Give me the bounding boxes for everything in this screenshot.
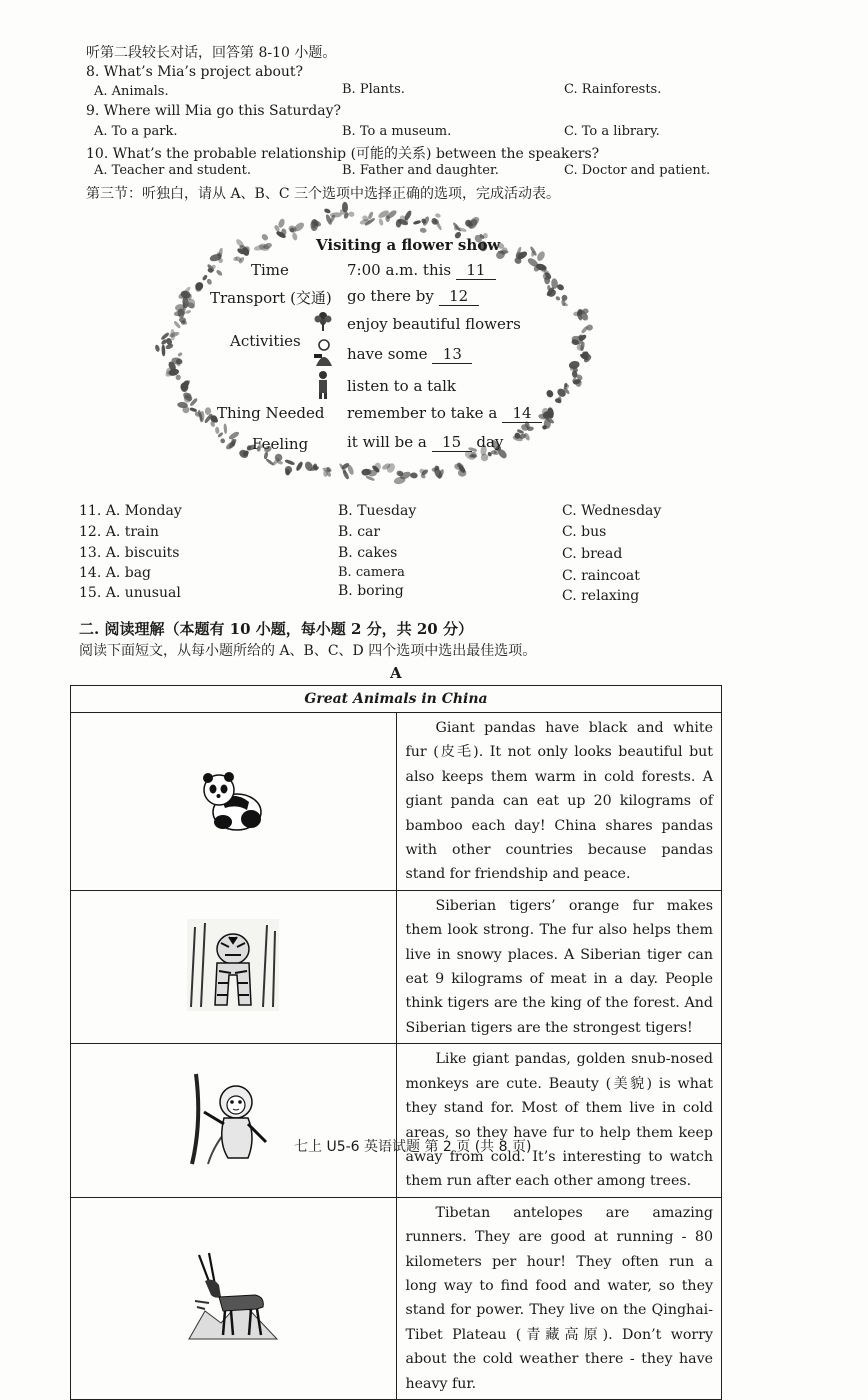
q10-option-a: A. Teacher and student.	[94, 163, 252, 178]
frame-blob	[527, 427, 533, 431]
q12-option-b: B. car	[338, 524, 381, 540]
frame-blob	[536, 251, 546, 262]
form-thing-text: remember to take a	[347, 404, 498, 422]
form-activities-label: Activities	[230, 332, 301, 350]
q15-option-b: B. boring	[338, 583, 404, 599]
form-activity-2-text: have some	[347, 345, 428, 363]
frame-blob	[556, 296, 561, 301]
frame-blob	[171, 330, 175, 340]
frame-blob	[312, 221, 316, 228]
q14-option-c: C. raincoat	[562, 568, 640, 584]
panda-text: Giant pandas have black and white fur (皮毛). It not only looks beautiful but also keeps them warm in cold forests. A giant panda can eat up 20 kilograms of bamboo each day! China shares pandas with other countries because pandas stand for friendship and peace.	[396, 713, 722, 891]
q9-option-a: A. To a park.	[94, 124, 178, 139]
frame-blob	[581, 326, 588, 333]
form-feeling-label: Feeling	[252, 435, 309, 453]
q9-option-b: B. To a museum.	[342, 124, 452, 139]
frame-blob	[205, 408, 211, 415]
frame-blob	[544, 277, 549, 284]
q11-option-b: B. Tuesday	[338, 503, 417, 519]
frame-blob	[368, 212, 373, 220]
frame-blob	[562, 295, 567, 301]
form-time-text: 7:00 a.m. this	[347, 261, 452, 279]
frame-blob	[410, 473, 417, 478]
q15-option-a: 15. A. unusual	[79, 585, 181, 601]
frame-blob	[531, 251, 534, 256]
q8-option-a: A. Animals.	[94, 84, 169, 99]
q8-option-c: C. Rainforests.	[564, 82, 662, 97]
form-feeling-tail: day	[476, 433, 504, 451]
form-feeling-value	[347, 433, 503, 452]
q13-option-a: 13. A. biscuits	[79, 545, 180, 561]
blank-15: 15	[432, 433, 472, 452]
q9-option-c: C. To a library.	[564, 124, 660, 139]
frame-blob	[396, 219, 401, 227]
monkey-picture-cell	[71, 1044, 397, 1197]
q11-option-c: C. Wednesday	[562, 503, 662, 519]
frame-blob	[293, 222, 304, 233]
frame-blob	[275, 454, 283, 461]
frame-blob	[420, 228, 426, 233]
frame-blob	[178, 352, 182, 356]
form-title: Visiting a flower show	[316, 236, 501, 254]
frame-blob	[404, 210, 412, 221]
form-thing-label: Thing Needed	[217, 404, 325, 422]
form-transport-text: go there by	[347, 287, 434, 305]
panda-picture-cell	[71, 713, 397, 891]
flower-icon	[312, 308, 334, 332]
frame-blob	[207, 279, 212, 285]
frame-blob	[324, 208, 330, 213]
frame-blob	[524, 433, 530, 441]
q14-option-a: 14. A. bag	[79, 565, 151, 581]
frame-blob	[202, 275, 207, 281]
frame-blob	[232, 439, 235, 446]
frame-blob	[548, 392, 553, 396]
passage-letter: A	[390, 664, 402, 682]
frame-blob	[286, 470, 290, 475]
part3-instruction: 第三节：听独白，请从 A、B、C 三个选项中选择正确的选项，完成活动表。	[86, 186, 561, 202]
q12-option-c: C. bus	[562, 524, 607, 540]
reading-instruction: 阅读下面短文，从每小题所给的 A、B、C、D 四个选项中选出最佳选项。	[79, 643, 537, 659]
panda-icon	[197, 764, 269, 834]
form-activity-2	[347, 345, 472, 364]
blank-11: 11	[456, 261, 496, 280]
frame-blob	[349, 212, 355, 217]
frame-blob	[375, 463, 381, 470]
form-time-label: Time	[251, 261, 289, 279]
part2-instruction: 听第二段较长对话，回答第 8-10 小题。	[86, 45, 337, 61]
tiger-icon	[185, 917, 281, 1013]
frame-blob	[342, 470, 349, 479]
frame-blob	[264, 452, 268, 459]
form-transport-value	[347, 287, 479, 306]
blank-14: 14	[502, 404, 542, 423]
blank-12: 12	[439, 287, 479, 306]
frame-blob	[190, 408, 197, 412]
frame-blob	[296, 461, 304, 471]
frame-blob	[212, 265, 215, 268]
q12-option-a: 12. A. train	[79, 524, 159, 540]
table-row	[71, 890, 722, 1043]
frame-blob	[155, 345, 160, 352]
frame-blob	[366, 476, 375, 481]
q10-stem: 10. What’s the probable relationship (可能的关系) between the speakers?	[86, 146, 600, 162]
frame-blob	[183, 406, 190, 413]
q10-option-c: C. Doctor and patient.	[564, 163, 711, 178]
antelope-text: Tibetan antelopes are amazing runners. They are good at running - 80 kilometers per hour! They often run a long way to find food and water, so they stand for power. They live on the Qinghai-Tibet Plateau (青藏高原). Don’t worry about the cold weather there - they have heavy fur.	[396, 1197, 722, 1399]
frame-blob	[342, 202, 347, 212]
frame-blob	[238, 449, 249, 459]
table-row	[71, 713, 722, 891]
monkey-text: Like giant pandas, golden snub-nosed monkeys are cute. Beauty (美貌) is what they stand for. Most of them live in cold areas, so they have fur to help them keep away from cold. It’s interesting to watch them run after each other among trees.	[396, 1044, 722, 1197]
frame-blob	[176, 375, 180, 380]
form-transport-label: Transport (交通)	[210, 289, 332, 307]
frame-blob	[277, 460, 283, 464]
q13-option-c: C. bread	[562, 546, 623, 562]
frame-blob	[457, 463, 460, 466]
q14-option-b: B. camera	[338, 565, 405, 580]
frame-blob	[186, 310, 191, 314]
frame-blob	[551, 279, 557, 289]
q9-stem: 9. Where will Mia go this Saturday?	[86, 103, 341, 119]
frame-blob	[278, 219, 285, 228]
frame-blob	[362, 469, 370, 476]
frame-blob	[188, 299, 195, 308]
frame-blob	[543, 425, 547, 429]
q10-option-b: B. Father and daughter.	[342, 163, 499, 178]
frame-blob	[216, 270, 222, 276]
table-title: Great Animals in China	[71, 686, 722, 713]
animals-table	[70, 685, 722, 1400]
form-activity-3: listen to a talk	[347, 377, 457, 395]
frame-blob	[179, 318, 186, 323]
frame-blob	[422, 216, 429, 226]
form-thing-value	[347, 404, 542, 423]
form-activity-1: enjoy beautiful flowers	[347, 315, 521, 333]
frame-blob	[285, 459, 295, 465]
frame-blob	[266, 459, 274, 466]
tiger-picture-cell	[71, 890, 397, 1043]
q8-stem: 8. What’s Mia’s project about?	[86, 64, 304, 80]
frame-blob	[224, 424, 227, 434]
frame-blob	[263, 242, 272, 249]
frame-blob	[215, 427, 219, 433]
q8-option-b: B. Plants.	[342, 82, 405, 97]
frame-blob	[292, 233, 297, 241]
frame-blob	[261, 233, 268, 241]
q15-option-c: C. relaxing	[562, 588, 640, 604]
frame-blob	[228, 431, 239, 440]
cake-eating-icon	[312, 338, 336, 368]
speaker-person-icon	[316, 370, 330, 400]
tiger-text: Siberian tigers’ orange fur makes them look strong. The fur also helps them live in snowy places. A Siberian tiger can eat 9 kilograms of meat in a day. People think tigers are the king of the forest. And Siberian tigers are the strongest tigers!	[396, 890, 722, 1043]
frame-blob	[220, 438, 225, 443]
frame-blob	[413, 220, 420, 224]
frame-blob	[174, 321, 181, 328]
page-footer: 七上 U5-6 英语试题 第 2 页 (共 8 页)	[294, 1139, 532, 1155]
frame-blob	[162, 345, 165, 356]
antelope-icon	[185, 1251, 281, 1341]
q11-option-a: 11. A. Monday	[79, 503, 182, 519]
frame-blob	[569, 361, 580, 370]
frame-blob	[435, 213, 440, 218]
frame-blob	[572, 378, 578, 385]
form-time-value	[347, 261, 496, 280]
blank-13: 13	[432, 345, 472, 364]
table-row	[71, 1044, 722, 1197]
frame-blob	[379, 219, 384, 226]
frame-blob	[233, 257, 237, 261]
q13-option-b: B. cakes	[338, 545, 398, 561]
form-feeling-text: it will be a	[347, 433, 427, 451]
monkey-icon	[188, 1072, 278, 1166]
reading-section-title: 二. 阅读理解（本题有 10 小题，每小题 2 分，共 20 分）	[79, 620, 473, 638]
